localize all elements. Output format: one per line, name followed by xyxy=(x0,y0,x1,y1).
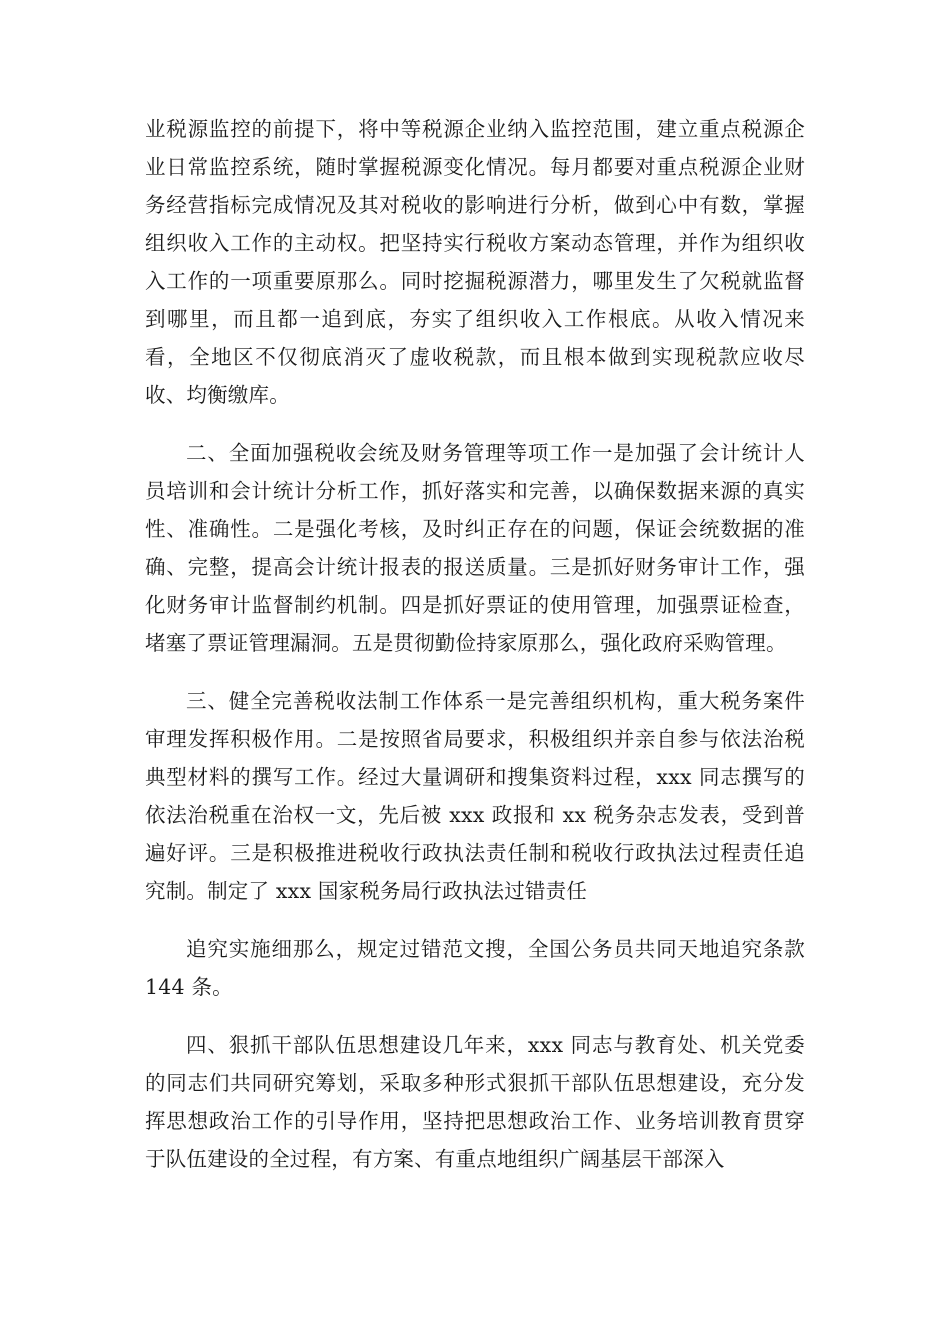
paragraph-3: 三、健全完善税收法制工作体系一是完善组织机构，重大税务案件审理发挥积极作用。二是按照省局要求，积极组织并亲自参与依法治税典型材料的撰写工作。经过大量调研和搜集资料过程，xxx 同志撰写的依法治税重在治权一文，先后被 xxx 政报和 xx 税务杂志发表，受到普遍好评。三是积极推进税收行政执法责任制和税收行政执法过程责任追究制。制定了 xxx 国家税务局行政执法过错责任 xyxy=(145,689,805,903)
paragraph-4: 追究实施细那么，规定过错范文搜，全国公务员共同天地追究条款144 条。 xyxy=(145,937,805,999)
paragraph-1: 业税源监控的前提下，将中等税源企业纳入监控范围，建立重点税源企业日常监控系统，随时掌握税源变化情况。每月都要对重点税源企业财务经营指标完成情况及其对税收的影响进行分析，做到心中有数，掌握组织收入工作的主动权。把坚持实行税收方案动态管理，并作为组织收入工作的一项重要原那么。同时挖掘税源潜力，哪里发生了欠税就监督到哪里，而且都一追到底，夯实了组织收入工作根底。从收入情况来看，全地区不仅彻底消灭了虚收税款，而且根本做到实现税款应收尽收、均衡缴库。 xyxy=(145,117,805,407)
paragraph-2: 二、全面加强税收会统及财务管理等项工作一是加强了会计统计人员培训和会计统计分析工作，抓好落实和完善，以确保数据来源的真实性、准确性。二是强化考核，及时纠正存在的问题，保证会统数据的准确、完整，提高会计统计报表的报送质量。三是抓好财务审计工作，强化财务审计监督制约机制。四是抓好票证的使用管理，加强票证检查，堵塞了票证管理漏洞。五是贯彻勤俭持家原那么，强化政府采购管理。 xyxy=(145,441,805,655)
paragraph-5: 四、狠抓干部队伍思想建设几年来，xxx 同志与教育处、机关党委的同志们共同研究筹划，采取多种形式狠抓干部队伍思想建设，充分发挥思想政治工作的引导作用，坚持把思想政治工作、业务培训教育贯穿于队伍建设的全过程，有方案、有重点地组织广阔基层干部深入 xyxy=(145,1033,805,1171)
document-body xyxy=(145,110,805,1198)
